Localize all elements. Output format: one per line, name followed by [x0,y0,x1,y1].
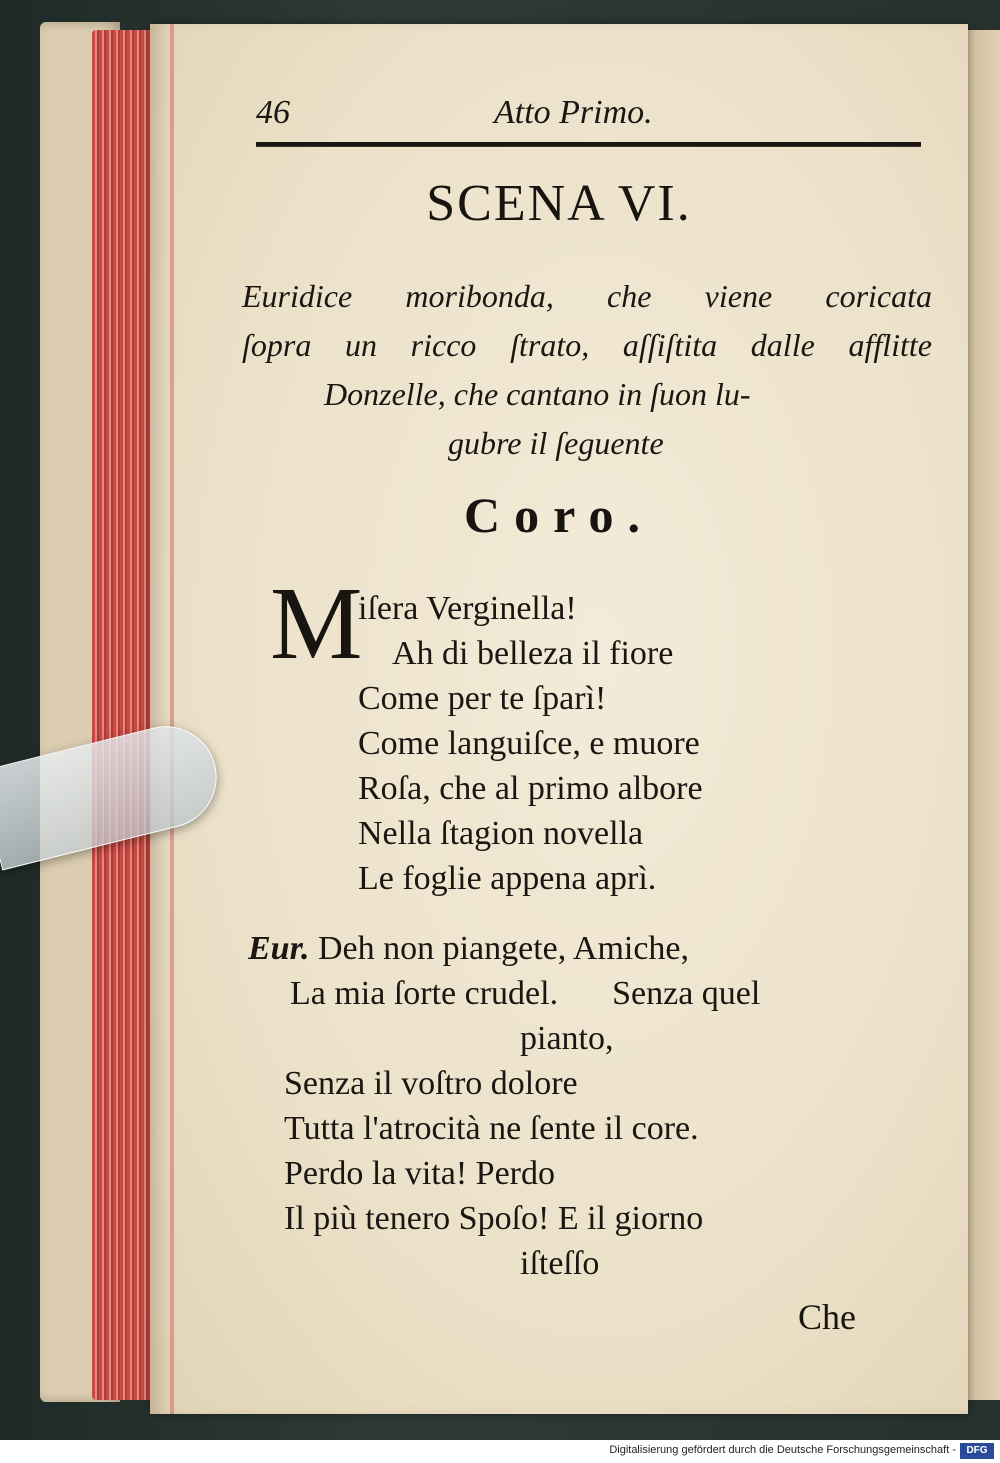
footer-bar [0,1440,1000,1463]
stage-direction-line: Donzelle, che cantano in ſuon lu- [324,376,751,412]
page-header [256,84,926,144]
scene-title: SCENA VI. [426,175,692,232]
speech-euridice [248,926,908,1286]
header-rule [256,142,921,147]
speech-first-line [248,926,908,971]
verse-line: Come per te ſparì! [358,680,607,717]
speech-line-2 [248,971,908,1016]
speech-turnover: pianto, [520,1020,614,1057]
verse-line: Ah di belleza il fiore [392,635,674,672]
speech-line: Deh non piangete, Amiche, [317,930,690,967]
chorus-heading: Coro. [464,487,654,543]
catchword: Che [798,1297,856,1337]
speech-line: La mia ſorte crudel. [290,975,559,1012]
verse-line: iſera Verginella! [358,590,577,627]
speech-turnover: iſteſſo [520,1245,600,1282]
book-page [150,24,968,1414]
verse-line: Nella ſtagion novella [358,815,644,852]
stage-direction-line: gubre il ſeguente [448,425,664,461]
running-head: Atto Primo. [494,94,653,131]
speaker-name: Eur. [248,930,310,967]
page-number: 46 [256,94,290,131]
verse-line: Come languiſce, e muore [358,725,700,762]
speech-line: Perdo la vita! Perdo [284,1155,555,1192]
verse-line: Roſa, che al primo albore [358,770,703,807]
speech-line: Senza quel [612,975,761,1012]
speech-line: Tutta l'atrocità ne ſente il core. [284,1110,699,1147]
drop-cap: M [270,566,363,681]
funding-credit: Digitalisierung gefördert durch die Deutsche Forschungsgemeinschaft - [609,1444,956,1456]
speech-line: Senza il voſtro dolore [284,1065,578,1102]
verse-line: Le foglie appena aprì. [358,860,657,897]
stage-direction [242,272,932,468]
stage-direction-line: ſopra un ricco ſtrato, aſſiſtita dalle afflitte [242,327,932,363]
dfg-logo: DFG [960,1443,994,1459]
chorus-verse [358,586,703,901]
stage-direction-line: Euridice moribonda, che viene coricata [242,278,932,314]
speech-line: Il più tenero Spoſo! E il giorno [284,1200,704,1237]
